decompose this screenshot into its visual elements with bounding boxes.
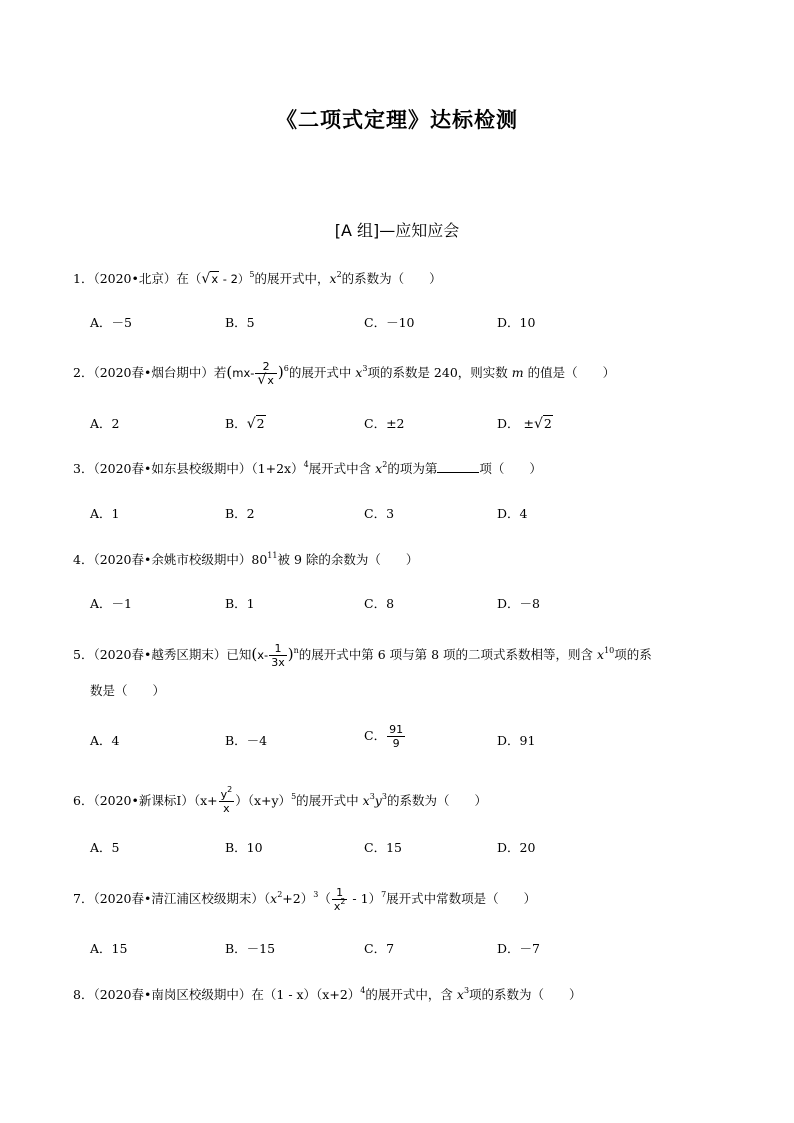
option-d: D． ±√2 bbox=[497, 416, 552, 432]
sqrt-expression: √x bbox=[201, 271, 219, 287]
answer-blank[interactable] bbox=[437, 460, 479, 473]
option-b: B．5 bbox=[225, 315, 255, 330]
option-c: C．±2 bbox=[364, 416, 405, 431]
option-b: B．－4 bbox=[225, 733, 268, 748]
question-7: 7．（2020春•清江浦区校级期末）$(x^2+2)^3$（ $\frac{1}{x^2}$ - 1）$^7$展开式中常数项是（ ） bbox=[73, 886, 537, 913]
fraction: $\frac{1}{x^2}$ bbox=[333, 886, 346, 913]
option-d: D．－8 bbox=[497, 596, 540, 611]
question-6: 6．（2020•新课标Ⅰ）（x+ $\frac{y^2}{x}$ ）$(x+y)^5$的展开式中 $x^3y^3$的系数为（ ） bbox=[73, 785, 487, 815]
option-b: B．√2 bbox=[225, 416, 265, 432]
option-a: A．－5 bbox=[90, 315, 132, 330]
question-8: 8．（2020春•南岗区校级期中）在$(1 - x)(x+2)^4$的展开式中，含 $x^3$项的系数为（ ） bbox=[73, 986, 582, 1002]
option-d: D．4 bbox=[497, 506, 528, 521]
option-a: A．－1 bbox=[90, 596, 132, 611]
option-b: B．2 bbox=[225, 506, 255, 521]
section-heading: [A 组]—应知应会 bbox=[334, 221, 460, 240]
fraction: $\frac{2}{√x}$ bbox=[255, 360, 276, 387]
question-5: 5．（2020春•越秀区期末）已知(x- $\frac{1}{3x}$ )$^n$的展开式中第 6 项与第 8 项的二项式系数相等，则含 $x^{10}$项的系 bbox=[73, 642, 652, 669]
option-a: A．2 bbox=[90, 416, 120, 431]
option-a: A．1 bbox=[90, 506, 120, 521]
option-a: A．5 bbox=[90, 840, 120, 855]
option-d: D．－7 bbox=[497, 941, 540, 956]
option-a: A．15 bbox=[90, 941, 128, 956]
option-c: C．－10 bbox=[364, 315, 415, 330]
option-b: B．1 bbox=[225, 596, 255, 611]
option-d: D．20 bbox=[497, 840, 536, 855]
question-3: 3．（2020春•如东县校级期中）$(1+2x)^4$展开式中含 $x^2$的项为第 项（ ） bbox=[73, 460, 542, 476]
option-a: A．4 bbox=[90, 733, 120, 748]
option-c: C． $\frac{91}{9}$ bbox=[364, 723, 404, 750]
fraction: $\frac{1}{3x}$ bbox=[271, 642, 285, 669]
option-c: C．8 bbox=[364, 596, 395, 611]
question-2: 2．（2020春•烟台期中）若(mx- $\frac{2}{√x}$ )$^6$的展开式中 $x^3$项的系数是 240，则实数 m 的值是（ ） bbox=[73, 360, 616, 388]
question-4: 4．（2020春•余姚市校级期中）$80^{11}$被 9 除的余数为（ ） bbox=[73, 551, 419, 567]
option-c: C．3 bbox=[364, 506, 395, 521]
question-1: 1．（2020•北京）在（√x - 2）$^5$的展开式中，$x^2$的系数为（ ） bbox=[73, 270, 442, 287]
fraction: $\frac{y^2}{x}$ bbox=[220, 785, 233, 815]
option-d: D．91 bbox=[497, 733, 536, 748]
option-d: D．10 bbox=[497, 315, 536, 330]
option-b: B．10 bbox=[225, 840, 263, 855]
option-c: C．7 bbox=[364, 941, 395, 956]
option-c: C．15 bbox=[364, 840, 402, 855]
document-title: 《二项式定理》达标检测 bbox=[276, 108, 518, 132]
option-b: B．－15 bbox=[225, 941, 276, 956]
question-5-continuation: 数是（ ） bbox=[90, 683, 166, 698]
